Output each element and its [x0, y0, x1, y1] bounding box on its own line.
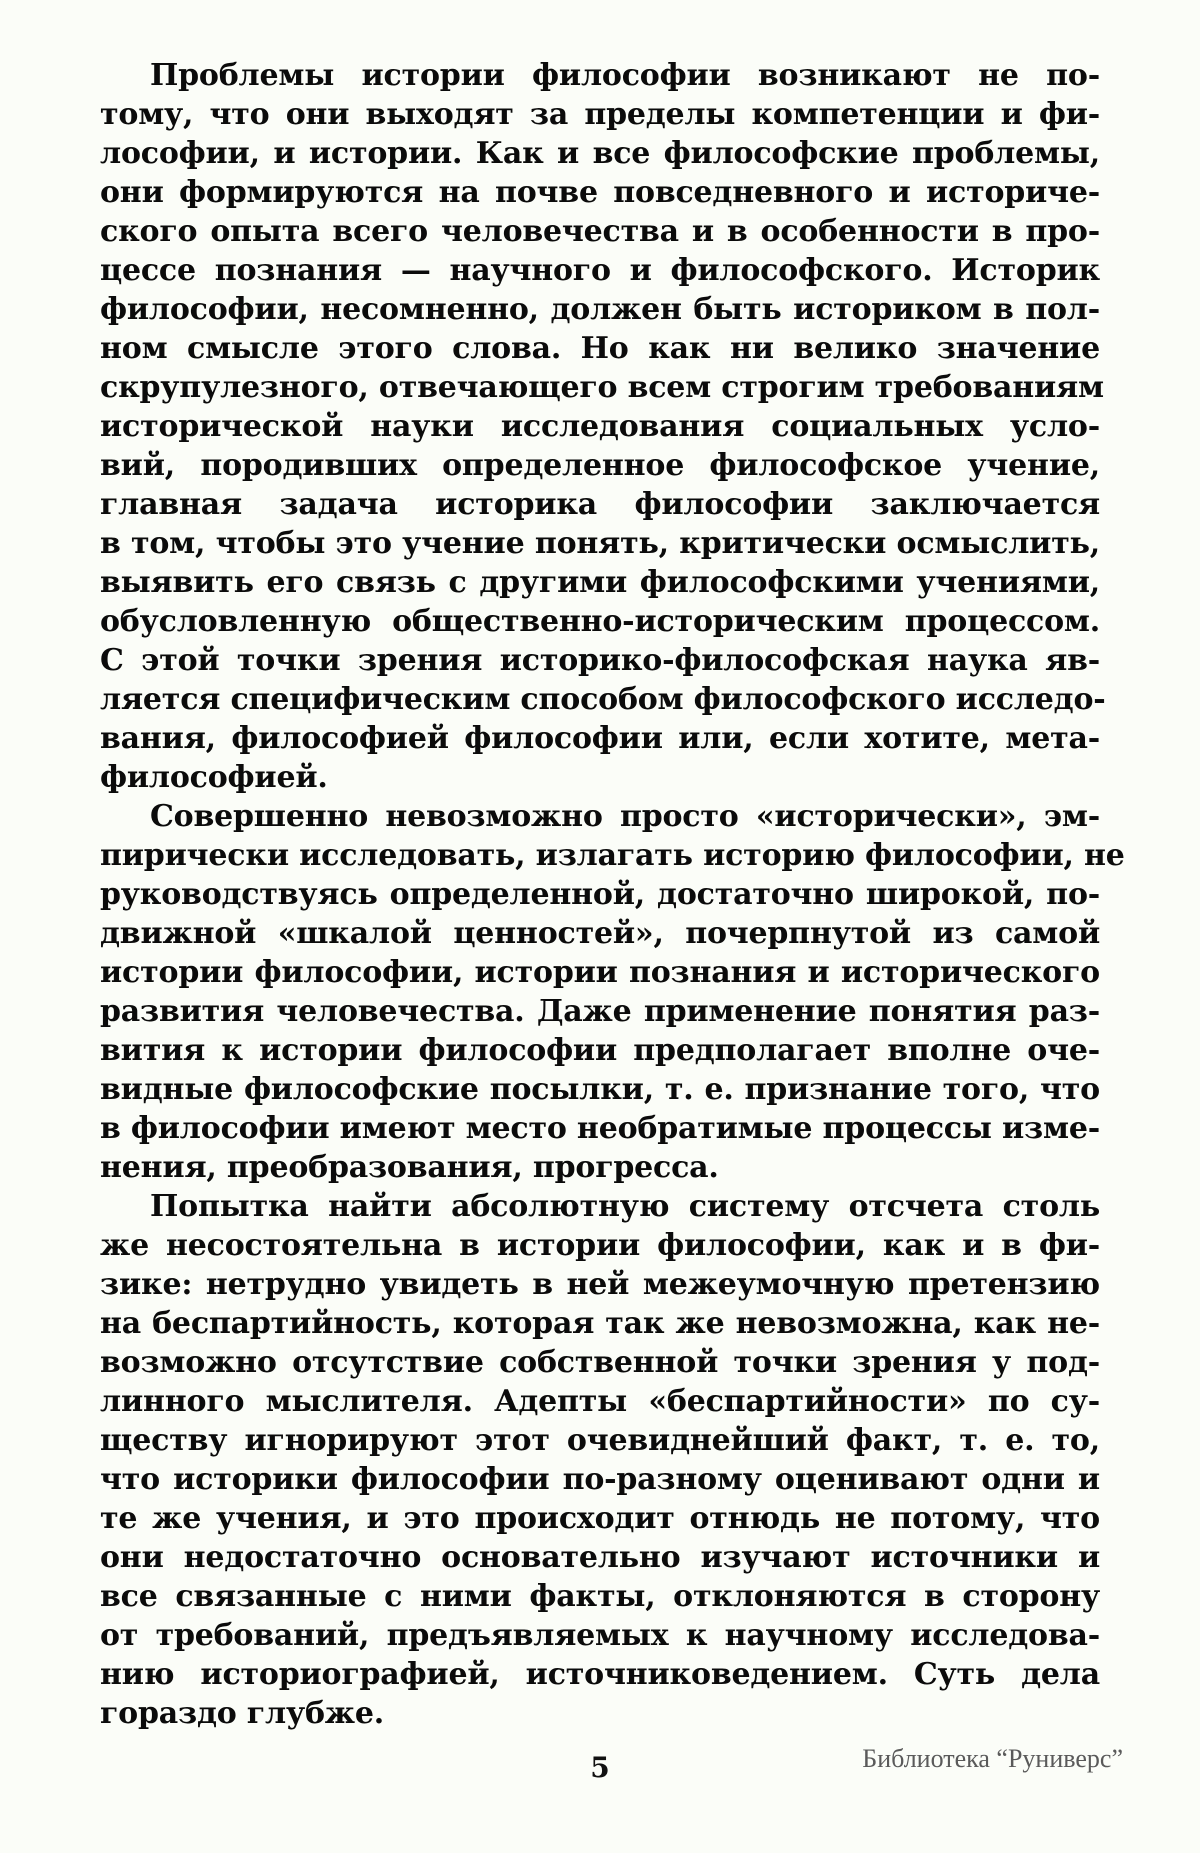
text-line: обусловленную общественно-историческим процессом.	[100, 604, 1100, 639]
text-line: выявить его связь с другими философскими учениями,	[100, 565, 1100, 600]
text-line: возможно отсутствие собственной точки зрения у под-	[100, 1345, 1100, 1380]
text-line: вания, философией философии или, если хотите, мета-	[100, 721, 1100, 756]
page-number: 5	[590, 1751, 610, 1784]
text-line: скрупулезного, отвечающего всем строгим требованиям	[100, 370, 1104, 405]
text-line: философии, несомненно, должен быть историком в пол-	[100, 292, 1100, 327]
text-line: руководствуясь определенной, достаточно широкой, по-	[100, 877, 1100, 912]
text-line: Попытка найти абсолютную систему отсчета столь	[150, 1189, 1100, 1224]
text-line: нию историографией, источниковедением. Суть дела	[100, 1657, 1100, 1692]
text-line: вития к истории философии предполагает вполне оче-	[100, 1033, 1100, 1068]
text-line: Совершенно невозможно просто «исторически», эм-	[150, 799, 1100, 834]
text-line: С этой точки зрения историко-философская наука яв-	[100, 643, 1100, 678]
text-line: ского опыта всего человечества и в особенности в про-	[100, 214, 1100, 249]
text-line: исторической науки исследования социальных усло-	[100, 409, 1100, 444]
text-block	[100, 56, 1125, 1733]
text-line: гораздо глубже.	[100, 1696, 384, 1731]
text-line: линного мыслителя. Адепты «беспартийности» по су-	[100, 1384, 1100, 1419]
text-line: в том, чтобы это учение понять, критически осмыслить,	[100, 526, 1100, 561]
text-line: пирически исследовать, излагать историю философии, не	[100, 838, 1125, 873]
text-line: вий, породивших определенное философское учение,	[100, 448, 1100, 483]
text-line: нения, преобразования, прогресса.	[100, 1150, 719, 1185]
text-line: те же учения, и это происходит отнюдь не потому, что	[100, 1501, 1100, 1536]
paragraph-2	[100, 797, 1125, 1187]
text-line: лософии, и истории. Как и все философские проблемы,	[100, 136, 1100, 171]
text-line: они недостаточно основательно изучают источники и	[100, 1540, 1100, 1575]
text-line: на беспартийность, которая так же невозможна, как не-	[100, 1306, 1100, 1341]
paragraph-1	[100, 56, 1106, 797]
text-line: от требований, предъявляемых к научному исследова-	[100, 1618, 1100, 1653]
text-line: же несостоятельна в истории философии, как и в фи-	[100, 1228, 1100, 1263]
text-line: зике: нетрудно увидеть в ней межеумочную претензию	[100, 1267, 1100, 1302]
text-line: что историки философии по-разному оценивают одни и	[100, 1462, 1100, 1497]
text-line: они формируются на почве повседневного и историче-	[100, 175, 1100, 210]
text-line: ляется специфическим способом философского исследо-	[100, 682, 1106, 717]
text-line: движной «шкалой ценностей», почерпнутой из самой	[100, 916, 1100, 951]
paragraph-3	[100, 1187, 1100, 1733]
text-line: главная задача историка философии заключается	[100, 487, 1100, 522]
text-line: истории философии, истории познания и исторического	[100, 955, 1100, 990]
text-line: все связанные с ними факты, отклоняются в сторону	[100, 1579, 1100, 1614]
library-watermark: Библиотека “Руниверс”	[862, 1744, 1123, 1773]
text-line: в философии имеют место необратимые процессы изме-	[100, 1111, 1100, 1146]
text-line: цессе познания — научного и философского. Историк	[100, 253, 1100, 288]
text-line: видные философские посылки, т. е. признание того, что	[100, 1072, 1100, 1107]
text-line: Проблемы истории философии возникают не по-	[150, 58, 1100, 93]
text-line: тому, что они выходят за пределы компетенции и фи-	[100, 97, 1100, 132]
text-line: развития человечества. Даже применение понятия раз-	[100, 994, 1100, 1029]
text-line: ществу игнорируют этот очевиднейший факт, т. е. то,	[100, 1423, 1100, 1458]
text-line: философией.	[100, 760, 328, 795]
text-line: ном смысле этого слова. Но как ни велико значение	[100, 331, 1100, 366]
